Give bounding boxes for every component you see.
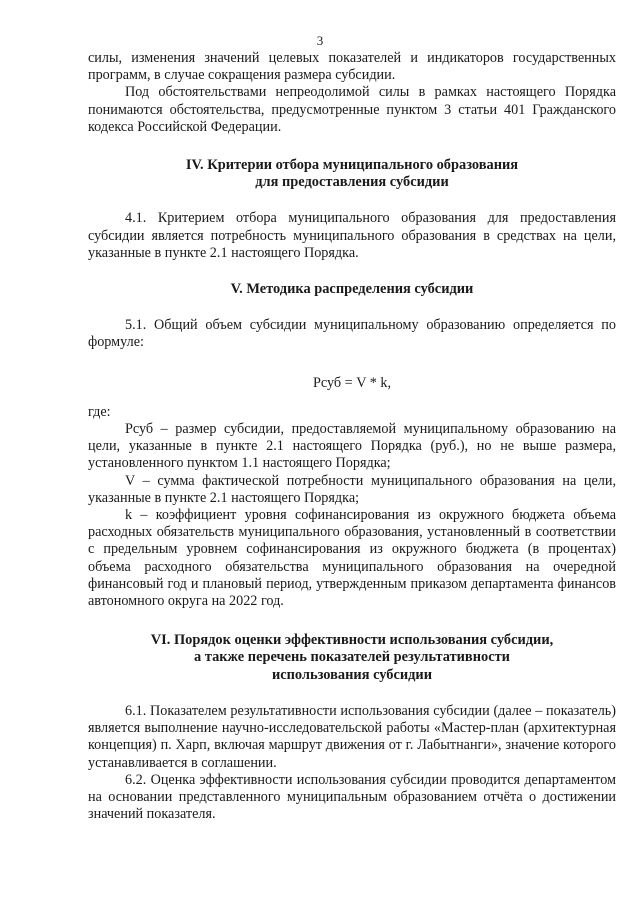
formula: Рсуб = V * k, [312, 374, 392, 391]
paragraph-force-majeure-definition: Под обстоятельствами непреодолимой силы в рамках настоящего Порядка понимаются обстоятельства, предусмотренные пунктом 3 статьи 401 Гражданского кодекса Российской Федерации. [88, 84, 616, 135]
document-body [88, 50, 616, 823]
paragraph-4-1: 4.1. Критерием отбора муниципального образования для предоставления субсидии является потребность муниципального образования в средствах на цели, указанные в пункте 2.1 настоящего Порядка. [88, 210, 616, 261]
paragraph-6-2: 6.2. Оценка эффективности использования субсидии проводится департаментом на основании представленного муниципальным образованием отчёта о достижении значений показателя. [88, 771, 616, 823]
definition-k: k – коэффициент уровня софинансирования из окружного бюджета объема расходных обязательств муниципального образования, установленный в соответствии с предельным уровнем софинансирования из окружного бюджета (в процентах) объема расходного обязательства муниципального образования на очередной финансовый год и плановый период, утвержденным приказом департамента финансов автономного округа на 2022 год. [88, 507, 616, 610]
section-6-heading-line1: VI. Порядок оценки эффективности использования субсидии, [150, 632, 554, 649]
definition-v: V – сумма фактической потребности муниципального образования на цели, указанные в пункте 2.1 настоящего Порядка; [88, 472, 616, 506]
paragraph-6-1: 6.1. Показателем результативности использования субсидии (далее – показатель) является выполнение научно-исследовательской работы «Мастер-план (архитектурная концепция) п. Харп, включая маршрут движения от г. Лабытнанги», значение которого устанавливается в соглашении. [88, 702, 616, 771]
page-number: 3 [316, 33, 324, 48]
section-6-heading-line3: использования субсидии [271, 666, 433, 683]
section-4-heading-line2: для предоставления субсидии [255, 174, 449, 191]
paragraph-force-majeure-end: силы, изменения значений целевых показателей и индикаторов государственных программ, в случае сокращения размера субсидии. [88, 50, 616, 84]
section-6-heading-line2: а также перечень показателей результативности [194, 649, 510, 666]
section-4-heading-line1: IV. Критерии отбора муниципального образования [185, 157, 519, 174]
section-5-heading: V. Методика распределения субсидии [230, 281, 474, 298]
paragraph-5-1: 5.1. Общий объем субсидии муниципальному образованию определяется по формуле: [88, 317, 616, 351]
definition-psub: Рсуб – размер субсидии, предоставляемой муниципальному образованию на цели, указанные в пункте 2.1 настоящего Порядка (руб.), но не выше размера, установленного пунктом 1.1 настоящего Порядка; [88, 421, 616, 472]
where-label: где: [88, 403, 111, 420]
